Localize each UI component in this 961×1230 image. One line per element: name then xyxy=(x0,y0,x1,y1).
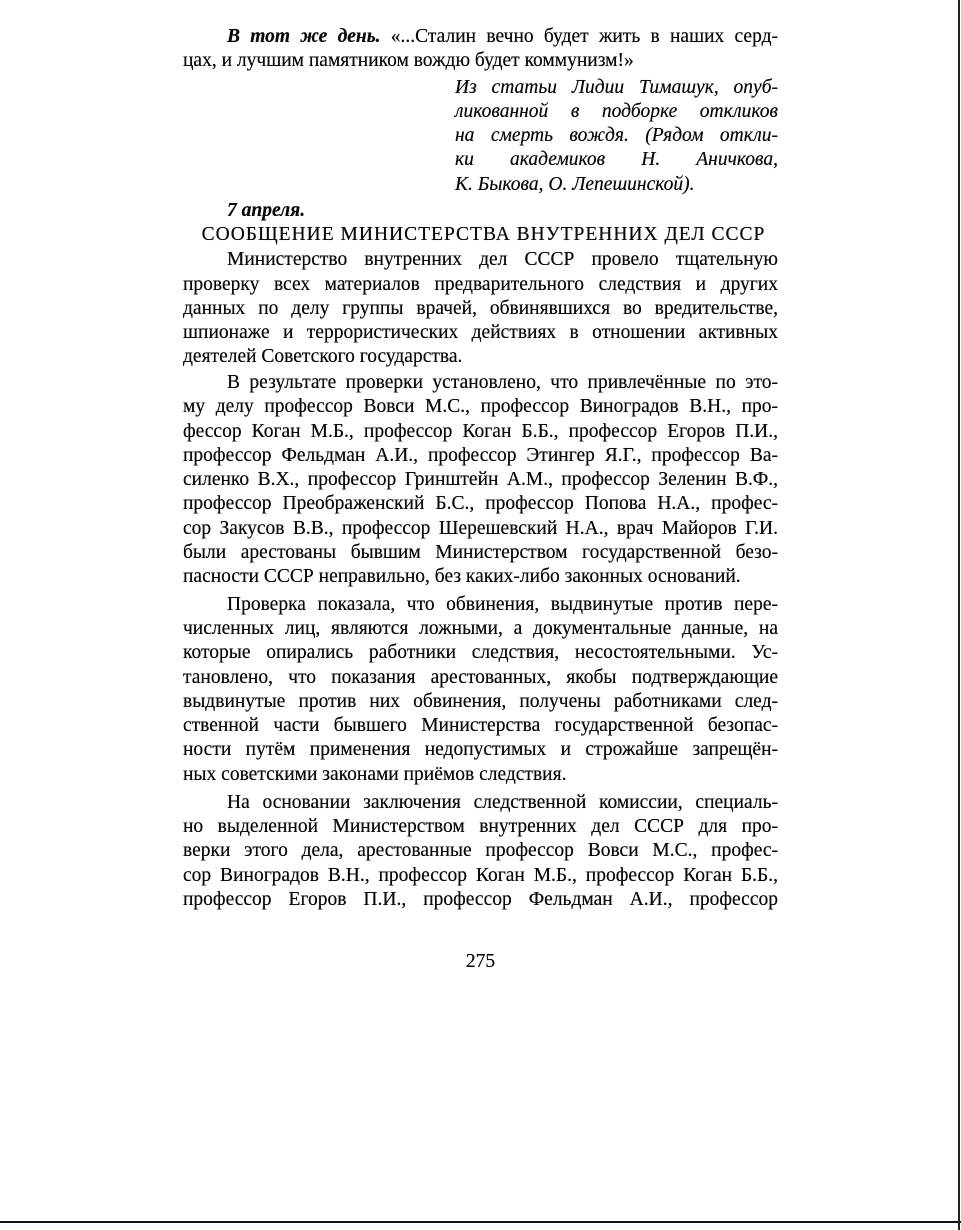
paragraph-line: Министерство внутренних дел СССР провело тщательную xyxy=(227,249,778,271)
body-paragraph xyxy=(183,593,778,787)
paragraph-line: сор Виноградов В.Н., профессор Коган М.Б., профессор Коган Б.Б., xyxy=(183,864,778,886)
paragraph-line: тановлено, что показания арестованных, якобы подтверждающие xyxy=(183,666,778,688)
paragraph-line: верки этого дела, арестованные профессор Вовси М.С., профес- xyxy=(183,840,778,862)
paragraph-line: проверку всех материалов предварительного следствия и других xyxy=(183,273,778,295)
document-body xyxy=(183,248,778,912)
source-note-line: на смерть вождя. (Рядом откли- xyxy=(455,125,778,146)
scan-edge-right xyxy=(958,0,960,1230)
quote-first-line xyxy=(183,25,778,49)
source-note-line: К. Быкова, О. Лепешинской). xyxy=(455,173,695,195)
entry-date-line xyxy=(183,199,778,223)
paragraph-line: ности путём применения недопустимых и строжайше запрещён- xyxy=(183,739,778,761)
source-note-line: Из статьи Лидии Тимашук, опуб- xyxy=(455,76,778,98)
body-paragraph xyxy=(183,791,778,912)
scan-edge-bottom xyxy=(0,1221,961,1223)
paragraph-line: пасности СССР неправильно, без каких-либо законных оснований. xyxy=(183,566,741,587)
paragraph-line: но выделенной Министерством внутренних дел СССР для про- xyxy=(183,816,778,837)
paragraph-line: На основании заключения следственной комиссии, специаль- xyxy=(227,791,778,813)
paragraph-line: профессор Фельдман А.И., профессор Этингер Я.Г., профессор Ва- xyxy=(183,444,778,466)
paragraph-line: сор Закусов В.В., профессор Шерешевский Н.А., врач Майоров Г.И. xyxy=(183,517,778,539)
paragraph-line: профессор Егоров П.И., профессор Фельдман А.И., профессор xyxy=(183,888,778,910)
paragraph-line: численных лиц, являются ложными, а документальные данные, на xyxy=(183,618,778,639)
paragraph-line: выдвинутые против них обвинения, получены работниками след- xyxy=(183,690,778,712)
source-note-line: ки академиков Н. Аничкова, xyxy=(455,149,778,171)
body-paragraph xyxy=(183,248,778,369)
paragraph-line: му делу профессор Вовси М.С., профессор Виноградов В.Н., про- xyxy=(183,396,778,418)
paragraph-line: шпионаже и террористических действиях в отношении активных xyxy=(183,322,778,343)
entry-date-label: 7 апреля. xyxy=(227,199,306,221)
page-text-block xyxy=(183,25,778,912)
paragraph-line: данных по делу группы врачей, обвинявшихся во вредительстве, xyxy=(183,297,778,319)
body-paragraph xyxy=(183,371,778,589)
paragraph-line: были арестованы бывшим Министерством государственной безо- xyxy=(183,541,778,563)
paragraph-line: ственной части бывшего Министерства государственной безопас- xyxy=(183,715,778,736)
source-note xyxy=(455,76,778,197)
paragraph-line: Проверка показала, что обвинения, выдвинутые против пере- xyxy=(227,593,778,615)
quote-line: цах, и лучшим памятником вождю будет коммунизм!» xyxy=(183,50,634,72)
paragraph-line: которые опирались работники следствия, несостоятельными. Ус- xyxy=(183,642,778,664)
paragraph-line: силенко В.Х., профессор Гринштейн А.М., профессор Зеленин В.Ф., xyxy=(183,469,778,490)
source-note-line: ликованной в подборке откликов xyxy=(455,100,778,122)
quote-line: «...Сталин вечно будет жить в наших серд- xyxy=(390,26,778,47)
paragraph-line: ных советскими законами приёмов следствия. xyxy=(183,763,567,785)
page-number: 275 xyxy=(465,951,496,972)
entry-date-label: В тот же день. xyxy=(227,26,381,47)
paragraph-line: В результате проверки установлено, что привлечённые по это- xyxy=(227,372,778,393)
paragraph-line: деятелей Советского государства. xyxy=(183,346,463,368)
paragraph-line: фессор Коган М.Б., профессор Коган Б.Б., профессор Егоров П.И., xyxy=(183,420,778,442)
paragraph-line: профессор Преображенский Б.С., профессор Попова Н.А., профес- xyxy=(183,493,778,515)
document-heading: СООБЩЕНИЕ МИНИСТЕРСТВА ВНУТРЕННИХ ДЕЛ СССР xyxy=(201,224,766,245)
